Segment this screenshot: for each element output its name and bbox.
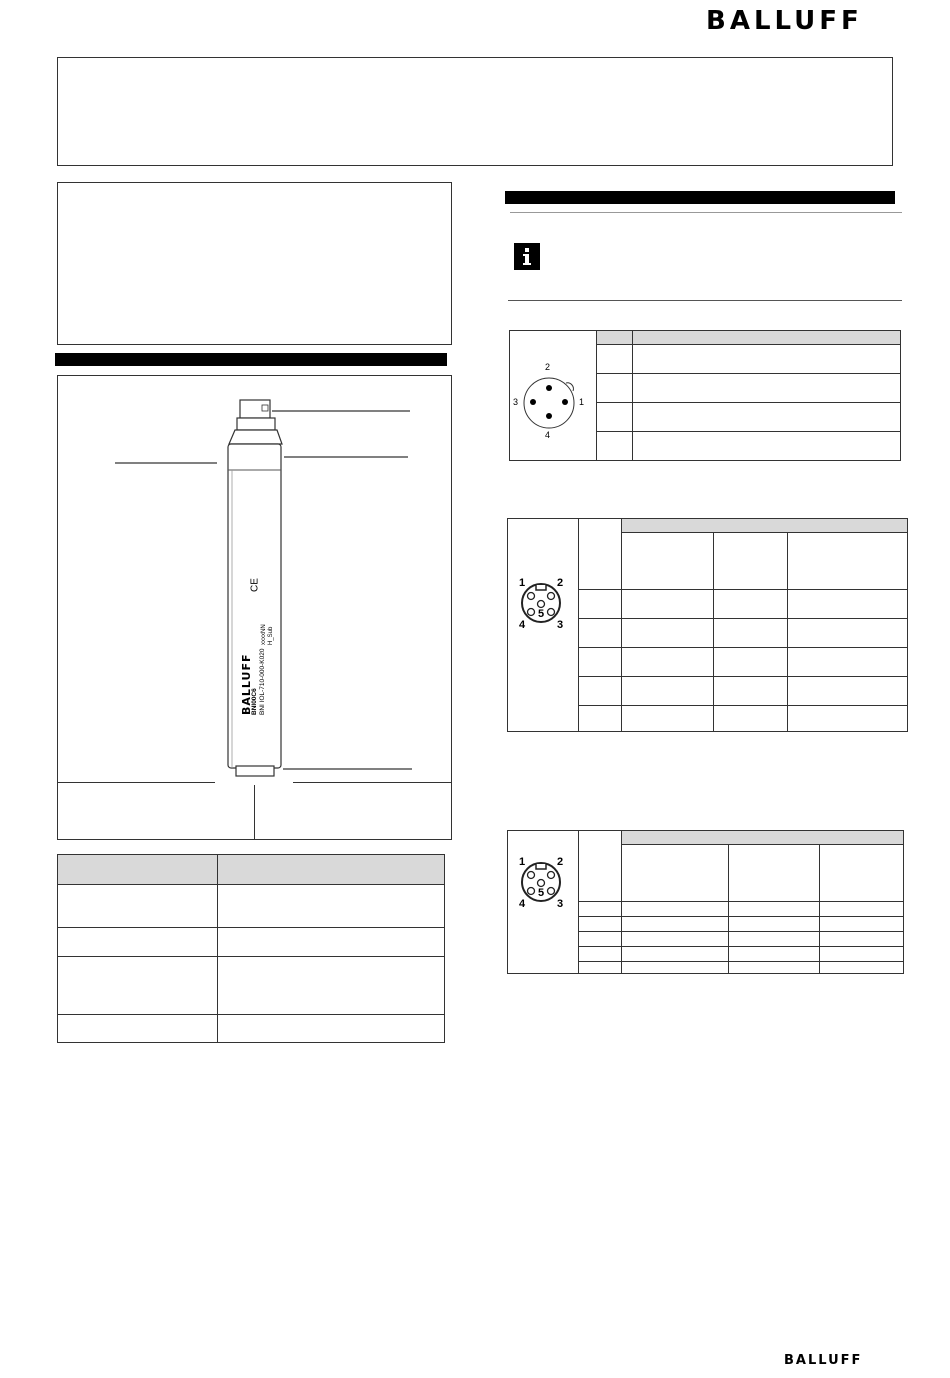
pin-label-2: 2 — [545, 362, 551, 372]
pin-label-1: 1 — [579, 397, 585, 407]
pin5a-label-3: 3 — [557, 619, 564, 631]
device-label-line3: xxxxNN — [261, 624, 267, 645]
pin5a-label-4: 4 — [519, 619, 526, 631]
pin5a-label-5: 5 — [538, 608, 545, 620]
device-label-line4: H_Sub — [268, 626, 274, 645]
brand-logo-header: BALLUFF — [706, 6, 863, 36]
pin-label-4: 4 — [545, 430, 551, 440]
pin5b-label-4: 4 — [519, 898, 526, 910]
device-label-brand: BALLUFF — [240, 653, 253, 715]
pin5a-label-1: 1 — [519, 577, 526, 589]
pin5b-label-2: 2 — [557, 856, 564, 868]
device-label-model: BNI00C6 — [251, 688, 258, 715]
device-label-partno: BNI IOL-710-000-K020 — [259, 648, 266, 715]
brand-logo-footer: BALLUFF — [784, 1353, 863, 1368]
pin5a-label-2: 2 — [557, 577, 564, 589]
ce-mark: CE — [249, 578, 261, 592]
pin5b-label-5: 5 — [538, 887, 545, 899]
pin5b-label-3: 3 — [557, 898, 564, 910]
pin-label-3: 3 — [513, 397, 519, 407]
pin5b-label-1: 1 — [519, 856, 526, 868]
